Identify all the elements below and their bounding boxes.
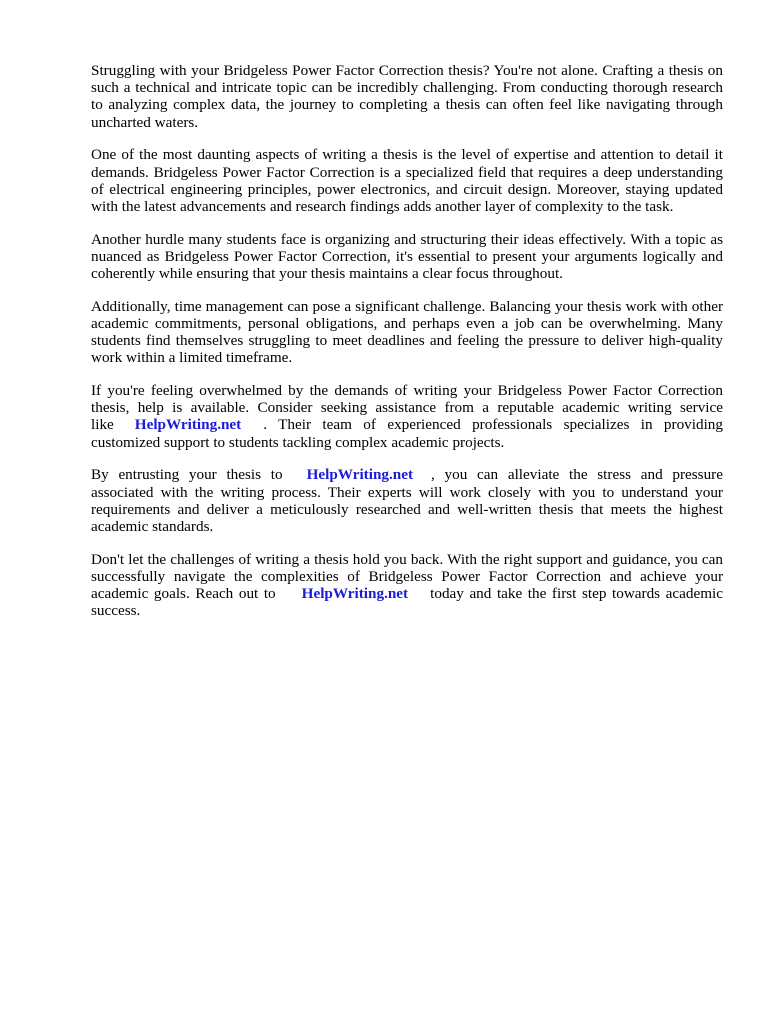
paragraph-time-management: Additionally, time management can pose a significant challenge. Balancing your thesis work with other academic commitments, personal obligations, and perhaps even a job can be overwhelming. Many students find themselves struggling to meet deadlines and feeling the pressure to deliver high-quality work within a limited timeframe.: [91, 297, 723, 367]
paragraph-entrusting: [91, 466, 723, 535]
paragraph-text: , you can alleviate the stress and pressure associated with the writing process. Their experts will work closely with you to understand your requirements and deliver a meticulously researched and well-written thesis that meets the highest academic standards.: [91, 466, 723, 535]
paragraph-text: By entrusting your thesis to: [91, 466, 283, 484]
paragraph-intro: Struggling with your Bridgeless Power Factor Correction thesis? You're not alone. Crafting a thesis on such a technical and intricate topic can be incredibly challenging. From conducting thorough research to analyzing complex data, the journey to completing a thesis can often feel like navigating through uncharted waters.: [91, 62, 723, 131]
helpwriting-link[interactable]: HelpWriting.net: [301, 585, 409, 603]
paragraph-text: . Their team of experienced professionals specializes in providing customized support to students tackling complex academic projects.: [91, 416, 723, 451]
paragraph-text: today and take the first step towards academic success.: [91, 585, 723, 620]
paragraph-help-available: [91, 382, 723, 451]
helpwriting-link[interactable]: HelpWriting.net: [134, 416, 242, 434]
paragraph-structure: Another hurdle many students face is organizing and structuring their ideas effectively. With a topic as nuanced as Bridgeless Power Factor Correction, it's essential to present your arguments logically and coherently while ensuring that your thesis maintains a clear focus throughout.: [91, 230, 723, 283]
paragraph-expertise: One of the most daunting aspects of writing a thesis is the level of expertise and attention to detail it demands. Bridgeless Power Factor Correction is a specialized field that requires a deep understanding of electrical engineering principles, power electronics, and circuit design. Moreover, staying updated with the latest advancements and research findings adds another layer of complexity to the task.: [91, 146, 723, 215]
paragraph-text: If you're feeling overwhelmed by the demands of writing your Bridgeless Power Factor Correction thesis, help is available. Consider seeking assistance from a reputable academic writing service like: [91, 382, 723, 434]
document-body: [91, 62, 723, 635]
paragraph-text: Don't let the challenges of writing a thesis hold you back. With the right support and guidance, you can successfully navigate the complexities of Bridgeless Power Factor Correction and achieve your academic goals. Reach out to: [91, 550, 723, 603]
paragraph-conclusion: [91, 551, 723, 620]
helpwriting-link[interactable]: HelpWriting.net: [306, 466, 414, 484]
